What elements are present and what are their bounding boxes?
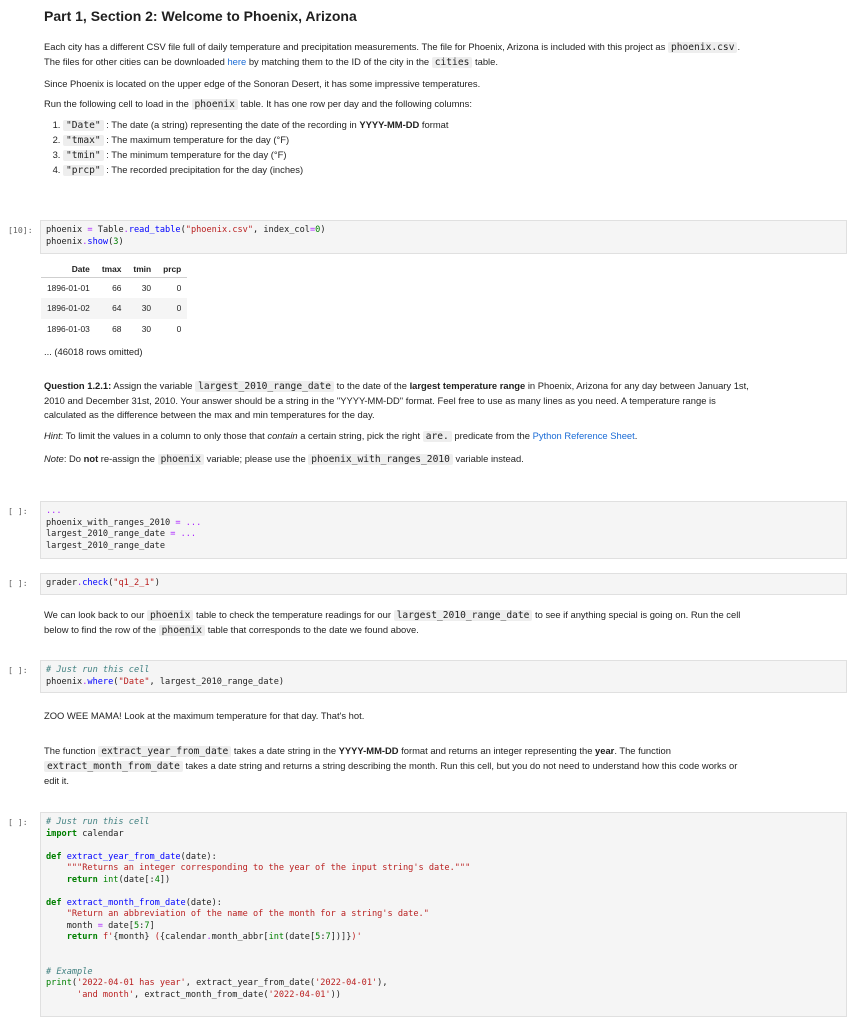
intro-markdown [44, 40, 844, 178]
table-cell: 66 [112, 283, 122, 294]
intro-paragraph-2: Since Phoenix is located on the upper edge of the Sonoran Desert, it has some impressive temperatures. [44, 77, 481, 89]
hint-text: predicate from the [451, 430, 533, 442]
inline-code-phoenix: phoenix [158, 454, 204, 465]
intro-paragraph-1 [44, 40, 844, 70]
intro-text: by matching them to the ID of the city in the [246, 55, 432, 67]
table-cell: 1896-01-03 [47, 323, 90, 334]
table-cell: 68 [112, 323, 122, 334]
list-bold: YYYY-MM-DD [359, 119, 420, 131]
question-text: Assign the variable [111, 380, 196, 391]
lookback-text: We can look back to our [44, 609, 148, 620]
cell-prompt: [ ]: [8, 665, 28, 675]
code-cell-functions[interactable]: # Just run this cell import calendar def extract_year_from_date(date): """Returns an integer corresponding to the year of the input string's date.""" return int(date[:4]) def extract_month_from_date(date): "Return an abbreviation of the name of the month for a string's date." month = date[5:7] return f'{month} ({calendar.month_abbr[int(date[5:7])]})' # Example print('2022-04-01 has year', extract_year_from_date('2022-04-01'), 'and month', extract_month_from_date('2022-04-01')) [40, 812, 847, 1017]
function-markdown [44, 744, 844, 787]
table-cell: 0 [176, 323, 182, 334]
question-text: in Phoenix, Arizona for any day between January 1st, [525, 380, 749, 391]
code-cell-where[interactable]: # Just run this cell phoenix.where("Date", largest_2010_range_date) [40, 660, 847, 693]
question-text: 2010 and December 31st, 2010. Your answer should be a string in the "YYYY-MM-DD" format. Feel free to use as many lines as you need. A temperature range is [44, 394, 716, 406]
intro-text: The files for other cities can be downloaded [44, 55, 228, 67]
lookback-text: to see if anything special is going on. Run the cell [532, 609, 741, 620]
inline-code-phoenix-ranges: phoenix_with_ranges_2010 [308, 454, 453, 465]
intro-text: Run the following cell to load in the [44, 98, 192, 110]
column-header: tmax [96, 261, 128, 278]
column-code: "tmax" [63, 135, 104, 146]
hint-text: a certain string, pick the right [297, 430, 423, 442]
table-cell: 30 [127, 298, 157, 318]
note-bold: not [83, 453, 99, 465]
column-header: prcp [157, 261, 187, 278]
here-link[interactable]: here [227, 55, 247, 67]
func-bold: year [595, 745, 615, 756]
intro-paragraph-3 [44, 97, 844, 112]
column-code: "tmin" [63, 150, 104, 161]
func-text: takes a date string in the [231, 745, 339, 756]
inline-code-phoenix: phoenix [159, 625, 205, 636]
intro-text: table. [472, 55, 498, 67]
note-text: variable; please use the [204, 453, 309, 465]
func-bold: YYYY-MM-DD [338, 745, 399, 756]
question-markdown [44, 379, 844, 467]
hint-text: : To limit the values in a column to only those that [60, 430, 268, 442]
table-cell: 0 [176, 283, 182, 294]
table-cell: 0 [157, 298, 187, 318]
columns-list [44, 118, 844, 178]
inline-code-cities: cities [432, 57, 473, 68]
lookback-text: table that corresponds to the date we found above. [205, 623, 419, 635]
inline-code-phoenix-csv: phoenix.csv [668, 42, 738, 53]
func-text: . The function [614, 745, 671, 756]
list-text: : The recorded precipitation for the day (inches) [103, 164, 304, 176]
table-cell: 30 [141, 283, 152, 294]
list-text: format [419, 119, 449, 131]
cell-prompt: [ ]: [8, 506, 28, 516]
table-cell: 64 [96, 298, 128, 318]
lookback-markdown [44, 608, 844, 638]
inline-code-largest-range-date: largest_2010_range_date [195, 381, 334, 392]
lookback-text: table to check the temperature readings for our [193, 609, 394, 620]
table-header-row [41, 261, 187, 278]
intro-text: Each city has a different CSV file full of daily temperature and precipitation measurements. The file for Phoenix, Arizona is included with this project as [44, 41, 668, 52]
table-cell: 1896-01-02 [41, 298, 96, 318]
inline-code-phoenix: phoenix [147, 610, 193, 621]
cell-prompt: [10]: [8, 225, 33, 235]
list-item [63, 163, 844, 178]
hint-label: Hint [44, 430, 61, 442]
column-code: "prcp" [63, 165, 104, 176]
cell-prompt: [ ]: [8, 578, 28, 588]
list-text: : The maximum temperature for the day (°F) [103, 134, 290, 146]
zoo-wee-text: ZOO WEE MAMA! Look at the maximum temperature for that day. That's hot. [44, 710, 365, 721]
function-paragraph [44, 744, 844, 787]
table-row [41, 278, 187, 299]
lookback-text: below to find the row of the [44, 623, 159, 635]
code-cell-load-phoenix[interactable]: phoenix = Table.read_table("phoenix.csv", index_col=0) phoenix.show(3) [40, 220, 847, 254]
table-row [41, 298, 187, 318]
code-cell-grader[interactable]: grader.check("q1_2_1") [40, 573, 847, 595]
hint-text: . [634, 430, 638, 442]
page-title: Part 1, Section 2: Welcome to Phoenix, Arizona [44, 8, 357, 24]
question-text: to the date of the [333, 380, 410, 391]
list-item [63, 148, 844, 163]
note-label: Note [44, 453, 64, 465]
list-text: : The date (a string) representing the date of the recording in [103, 119, 360, 131]
note-paragraph [44, 452, 844, 467]
lookback-paragraph [44, 608, 844, 638]
note-text: variable instead. [452, 453, 524, 465]
inline-code-are: are. [423, 431, 452, 442]
question-paragraph [44, 379, 844, 421]
column-header: tmin [127, 261, 157, 278]
hint-em: contain [267, 430, 298, 442]
table-cell: 30 [141, 323, 152, 334]
intro-text: . [737, 41, 741, 52]
output-table [41, 261, 187, 339]
inline-code-phoenix: phoenix [192, 99, 238, 110]
rows-omitted-note: ... (46018 rows omitted) [44, 346, 143, 357]
inline-code-extract-month: extract_month_from_date [44, 761, 183, 772]
question-bold: largest temperature range [409, 380, 526, 391]
list-item [63, 118, 844, 133]
question-text: calculated as the difference between the max and min temperatures for the day. [44, 408, 375, 420]
cell-prompt: [ ]: [8, 817, 28, 827]
column-header: Date [41, 261, 96, 278]
table-cell: 1896-01-01 [47, 283, 90, 294]
code-cell-question[interactable]: ... phoenix_with_ranges_2010 = ... largest_2010_range_date = ... largest_2010_range_date [40, 501, 847, 559]
func-text: takes a date string and returns a string describing the month. Run this cell, but you do not need to understand how this code works or [182, 759, 738, 771]
func-text: edit it. [44, 774, 70, 786]
inline-code-largest-range-date: largest_2010_range_date [394, 610, 533, 621]
intro-text: table. It has one row per day and the following columns: [237, 98, 472, 110]
hint-paragraph [44, 429, 844, 444]
note-text: re-assign the [98, 453, 158, 465]
column-code: "Date" [63, 120, 104, 131]
python-reference-link[interactable]: Python Reference Sheet [532, 430, 635, 442]
table-row [41, 319, 187, 339]
list-text: : The minimum temperature for the day (°F) [103, 149, 287, 161]
list-item [63, 133, 844, 148]
func-text: The function [44, 745, 99, 756]
note-text: : Do [63, 453, 84, 465]
question-label: Question 1.2.1: [44, 380, 112, 391]
func-text: format and returns an integer representing the [398, 745, 596, 756]
inline-code-extract-year: extract_year_from_date [98, 746, 231, 757]
